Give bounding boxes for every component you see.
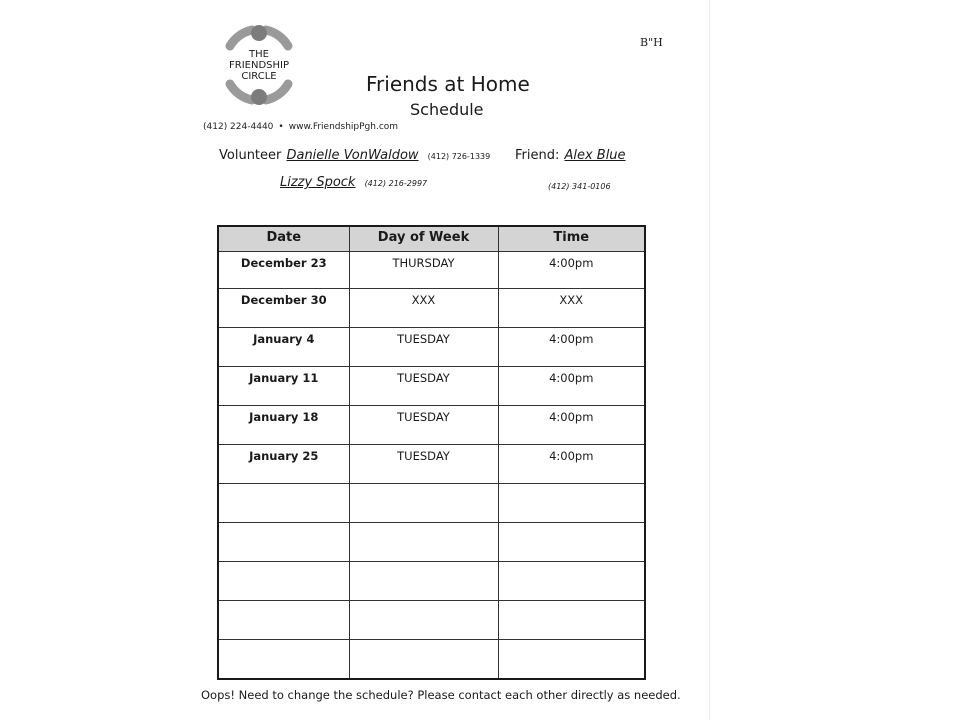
table-row (218, 327, 645, 366)
volunteer-phone-1: (412) 726-1339 (427, 152, 491, 161)
logo-text-the: THE (249, 49, 269, 60)
table-row (218, 251, 645, 288)
table-row (218, 366, 645, 405)
cell-day-of-week (349, 483, 498, 522)
table-row (218, 288, 645, 327)
volunteer-name-2: Lizzy Spock (280, 175, 356, 190)
bullet-separator: • (278, 122, 284, 132)
organization-phone: (412) 224-4440 (203, 122, 274, 132)
cell-day-of-week: TUESDAY (349, 366, 498, 405)
volunteer-name-1: Danielle VonWaldow (286, 148, 419, 163)
cell-time: 4:00pm (498, 366, 645, 405)
cell-day-of-week (349, 561, 498, 600)
cell-day-of-week: TUESDAY (349, 327, 498, 366)
column-header-date: Date (218, 226, 349, 251)
cell-date (218, 483, 349, 522)
cell-date: December 30 (218, 288, 349, 327)
friend-name: Alex Blue (564, 148, 626, 163)
logo-text-circle: CIRCLE (241, 71, 277, 82)
cell-date: January 4 (218, 327, 349, 366)
table-row-empty (218, 561, 645, 600)
friend-line (515, 144, 626, 163)
cell-time (498, 561, 645, 600)
contact-line (203, 122, 398, 132)
cell-day-of-week (349, 600, 498, 639)
friend-phone-line (548, 174, 611, 193)
footer-note: Oops! Need to change the schedule? Please contact each other directly as needed. (201, 688, 681, 702)
cell-time: 4:00pm (498, 327, 645, 366)
cell-day-of-week: TUESDAY (349, 405, 498, 444)
cell-time (498, 522, 645, 561)
table-header-row (218, 226, 645, 251)
cell-time: 4:00pm (498, 444, 645, 483)
cell-time (498, 600, 645, 639)
volunteer-label: Volunteer (219, 148, 282, 163)
table-row-empty (218, 522, 645, 561)
friendship-circle-logo (216, 22, 300, 108)
cell-date: January 18 (218, 405, 349, 444)
page-title: Friends at Home (366, 72, 530, 96)
cell-date: January 25 (218, 444, 349, 483)
logo-text-friendship: FRIENDSHIP (229, 60, 289, 71)
organization-website: www.FriendshipPgh.com (288, 122, 399, 132)
table-row-empty (218, 483, 645, 522)
table-row-empty (218, 639, 645, 679)
table-row-empty (218, 600, 645, 639)
table-row (218, 444, 645, 483)
column-header-time: Time (498, 226, 645, 251)
volunteer-phone-2: (412) 216-2997 (364, 179, 428, 188)
cell-time: 4:00pm (498, 405, 645, 444)
cell-date: January 11 (218, 366, 349, 405)
column-header-day-of-week: Day of Week (349, 226, 498, 251)
cell-time: XXX (498, 288, 645, 327)
cell-date (218, 561, 349, 600)
cell-time (498, 483, 645, 522)
cell-date (218, 522, 349, 561)
cell-date: December 23 (218, 251, 349, 288)
friend-label: Friend: (515, 148, 560, 163)
cell-time: 4:00pm (498, 251, 645, 288)
cell-day-of-week (349, 639, 498, 679)
cell-date (218, 600, 349, 639)
cell-day-of-week: TUESDAY (349, 444, 498, 483)
volunteer-line-2 (280, 171, 427, 190)
cell-time (498, 639, 645, 679)
schedule-table (217, 225, 646, 680)
cell-date (218, 639, 349, 679)
hebrew-mark: B"H (640, 36, 663, 49)
cell-day-of-week: XXX (349, 288, 498, 327)
friend-phone: (412) 341-0106 (548, 182, 611, 191)
table-row (218, 405, 645, 444)
cell-day-of-week: THURSDAY (349, 251, 498, 288)
cell-day-of-week (349, 522, 498, 561)
volunteer-line-1 (219, 144, 490, 163)
page-subtitle: Schedule (410, 100, 484, 119)
page-edge-divider (709, 0, 710, 720)
